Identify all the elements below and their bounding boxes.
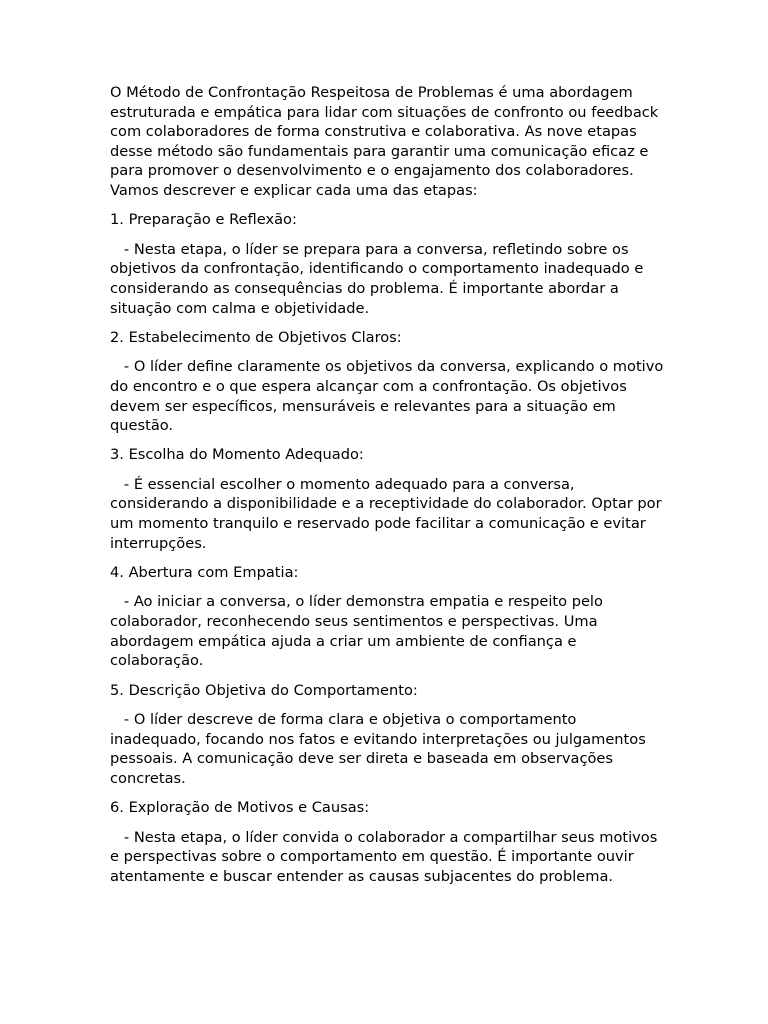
step-4-body: - Ao iniciar a conversa, o líder demonstra empatia e respeito pelo colaborador, reconhecendo seus sentimentos e perspectivas. Uma abordagem empática ajuda a criar um ambiente de confiança e colaboração.	[110, 593, 608, 670]
step-3-body: - É essencial escolher o momento adequado para a conversa, considerando a disponibilidade e a receptividade do colaborador. Optar por um momento tranquilo e reservado pode facilitar a comunicação e evitar interrupções.	[110, 475, 667, 552]
step-2-heading: 2. Estabelecimento de Objetivos Claros:	[110, 328, 402, 346]
step-5-heading: 5. Descrição Objetiva do Comportamento:	[110, 681, 418, 699]
step-5-body: - O líder descreve de forma clara e objetiva o comportamento inadequado, focando nos fatos e evitando interpretações ou julgamentos pessoais. A comunicação deve ser direta e baseada em observações concretas.	[110, 711, 651, 787]
step-1-body: - Nesta etapa, o líder se prepara para a conversa, refletindo sobre os objetivos da confrontação, identificando o comportamento inadequado e considerando as consequências do problema. É importante abordar a situação com calma e objetividade.	[110, 240, 648, 317]
step-2-body: - O líder define claramente os objetivos da conversa, explicando o motivo do encontro e o que espera alcançar com a confrontação. Os objetivos devem ser específicos, mensuráveis e relevantes para a situação em questão.	[110, 358, 668, 435]
step-4-heading: 4. Abertura com Empatia:	[110, 564, 299, 582]
step-1-heading: 1. Preparação e Reflexão:	[110, 211, 297, 229]
step-6-body: - Nesta etapa, o líder convida o colaborador a compartilhar seus motivos e perspectivas sobre o comportamento em questão. É importante ouvir atentamente e buscar entender as causas subjacentes do problema.	[110, 828, 662, 885]
step-3-heading: 3. Escolha do Momento Adequado:	[110, 446, 364, 464]
step-6-heading: 6. Exploração de Motivos e Causas:	[110, 799, 370, 817]
intro-paragraph: O Método de Confrontação Respeitosa de Problemas é uma abordagem estruturada e empática para lidar com situações de confronto ou feedback com colaboradores de forma construtiva e colaborativa. As nove etapas desse método são fundamentais para garantir uma comunicação eficaz e para promover o desenvolvimento e o engajamento dos colaboradores. Vamos descrever e explicar cada uma das etapas:	[110, 84, 663, 199]
